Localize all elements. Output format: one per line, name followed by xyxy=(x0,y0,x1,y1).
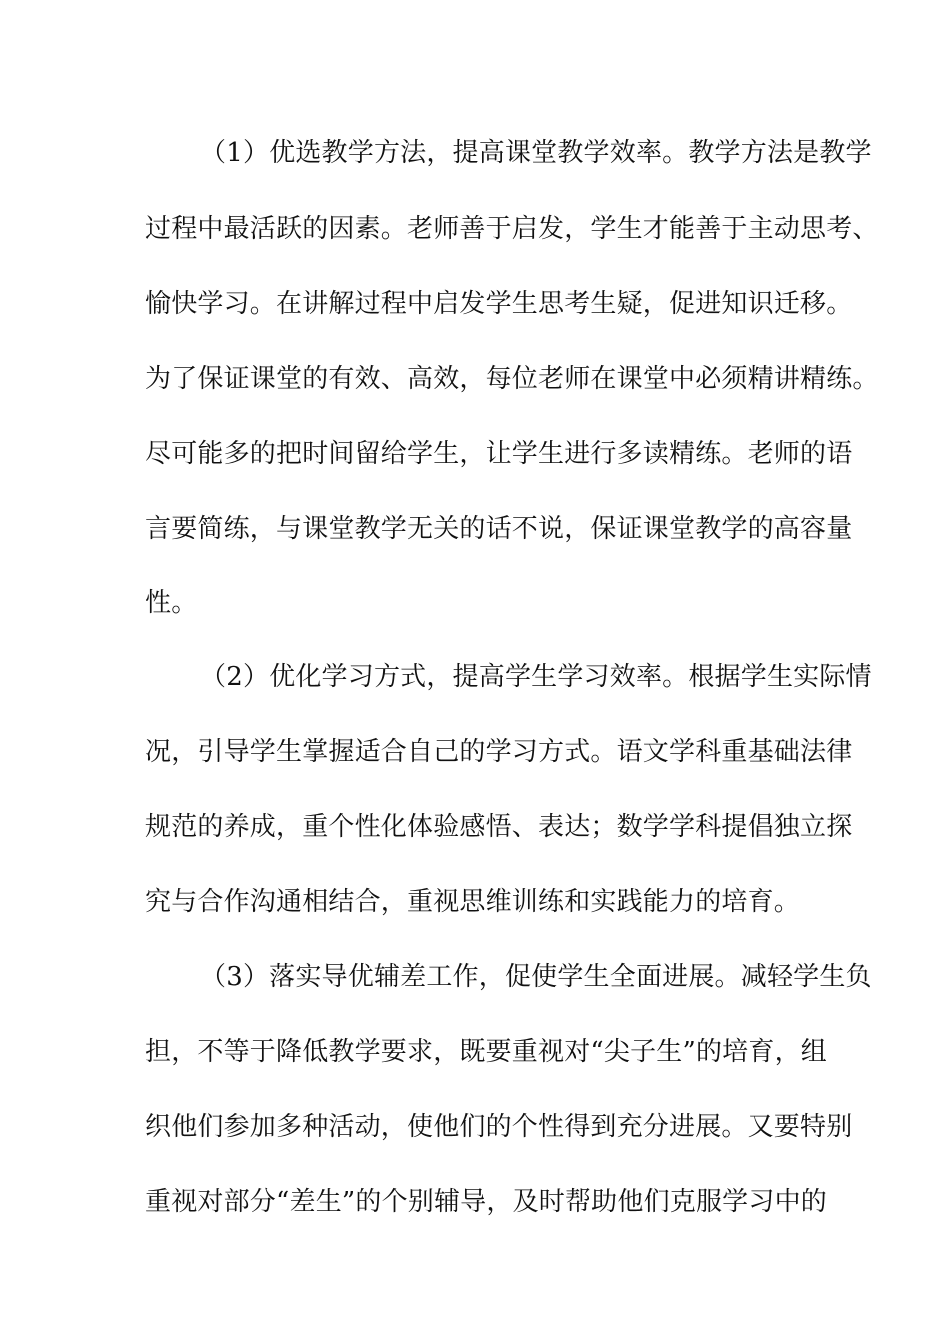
paragraph-3-line-2: 担，不等于降低教学要求，既要重视对“尖子生”的培育，组 xyxy=(145,1037,827,1067)
paragraph-1-line-5: 尽可能多的把时间留给学生，让学生进行多读精练。老师的语 xyxy=(145,439,853,469)
paragraph-1-line-3: 愉快学习。在讲解过程中启发学生思考生疑，促进知识迁移。 xyxy=(145,289,853,319)
paragraph-1-line-1: （1）优选教学方法，提高课堂教学效率。教学方法是教学 xyxy=(200,138,872,168)
paragraph-3-line-3: 织他们参加多种活动，使他们的个性得到充分进展。又要特别 xyxy=(145,1112,853,1142)
paragraph-3-line-1: （3）落实导优辅差工作，促使学生全面进展。减轻学生负 xyxy=(200,962,872,992)
paragraph-1-line-4: 为了保证课堂的有效、高效，每位老师在课堂中必须精讲精练。 xyxy=(145,364,879,394)
paragraph-2-line-1: （2）优化学习方式，提高学生学习效率。根据学生实际情 xyxy=(200,662,872,692)
paragraph-1-line-2: 过程中最活跃的因素。老师善于启发，学生才能善于主动思考、 xyxy=(145,214,879,244)
paragraph-1-line-6: 言要简练，与课堂教学无关的话不说，保证课堂教学的高容量 xyxy=(145,514,853,544)
paragraph-2-line-2: 况，引导学生掌握适合自己的学习方式。语文学科重基础法律 xyxy=(145,737,853,767)
paragraph-1-line-7: 性。 xyxy=(145,588,198,618)
paragraph-3-line-4: 重视对部分“差生”的个别辅导，及时帮助他们克服学习中的 xyxy=(145,1187,827,1217)
paragraph-2-line-4: 究与合作沟通相结合，重视思维训练和实践能力的培育。 xyxy=(145,887,801,917)
paragraph-2-line-3: 规范的养成，重个性化体验感悟、表达；数学学科提倡独立探 xyxy=(145,812,853,842)
